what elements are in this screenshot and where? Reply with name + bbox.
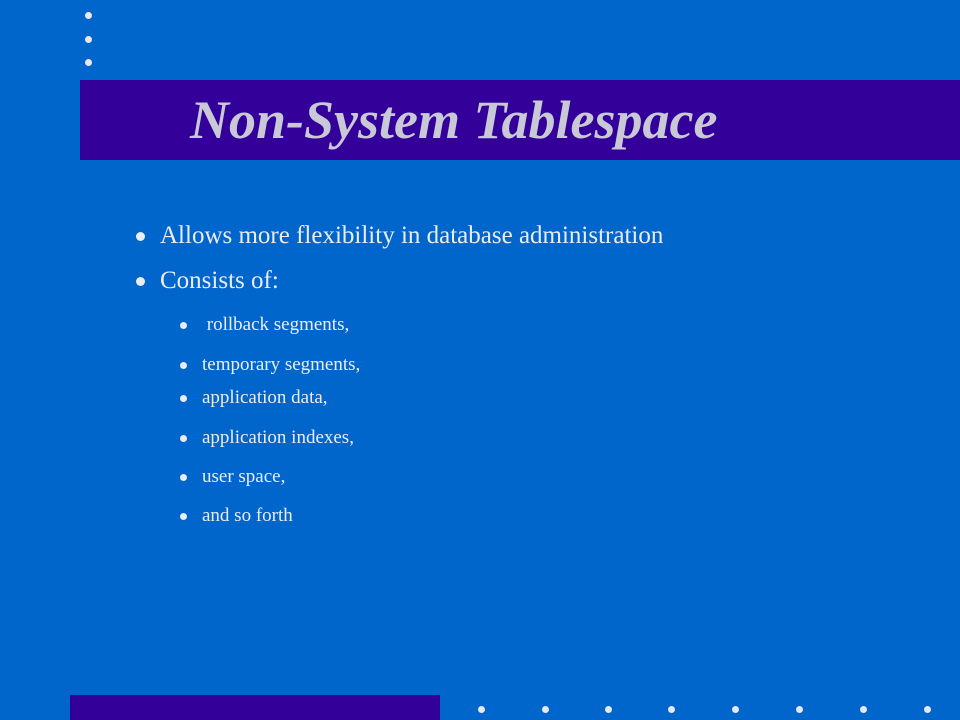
decorative-dot <box>542 706 549 713</box>
bullet-icon <box>180 362 187 369</box>
decorative-dot <box>860 706 867 713</box>
bullet-text: Allows more flexibility in database administration <box>160 222 664 249</box>
slide-title: Non-System Tablespace <box>190 90 718 150</box>
decorative-dot <box>796 706 803 713</box>
decorative-dot <box>85 59 92 66</box>
decorative-dot <box>732 706 739 713</box>
bullet-icon <box>180 435 187 442</box>
decorative-dot <box>85 36 92 43</box>
sub-bullet-text: rollback segments, <box>202 314 350 335</box>
bullet-icon <box>136 277 145 286</box>
decorative-dot <box>478 706 485 713</box>
decorative-dot <box>924 706 931 713</box>
bullet-text: Consists of: <box>160 267 279 294</box>
footer-bar <box>70 695 440 720</box>
bullet-icon <box>180 322 187 329</box>
decorative-dot <box>605 706 612 713</box>
bullet-icon <box>136 232 145 241</box>
sub-bullet-text: temporary segments, <box>202 354 361 375</box>
sub-bullet-text: and so forth <box>202 505 293 526</box>
decorative-dot <box>85 12 92 19</box>
sub-bullet-text: application data, <box>202 387 328 408</box>
bullet-icon <box>180 395 187 402</box>
decorative-dot <box>668 706 675 713</box>
sub-bullet-text: user space, <box>202 466 286 487</box>
bullet-icon <box>180 474 187 481</box>
sub-bullet-text: application indexes, <box>202 427 354 448</box>
bullet-icon <box>180 513 187 520</box>
